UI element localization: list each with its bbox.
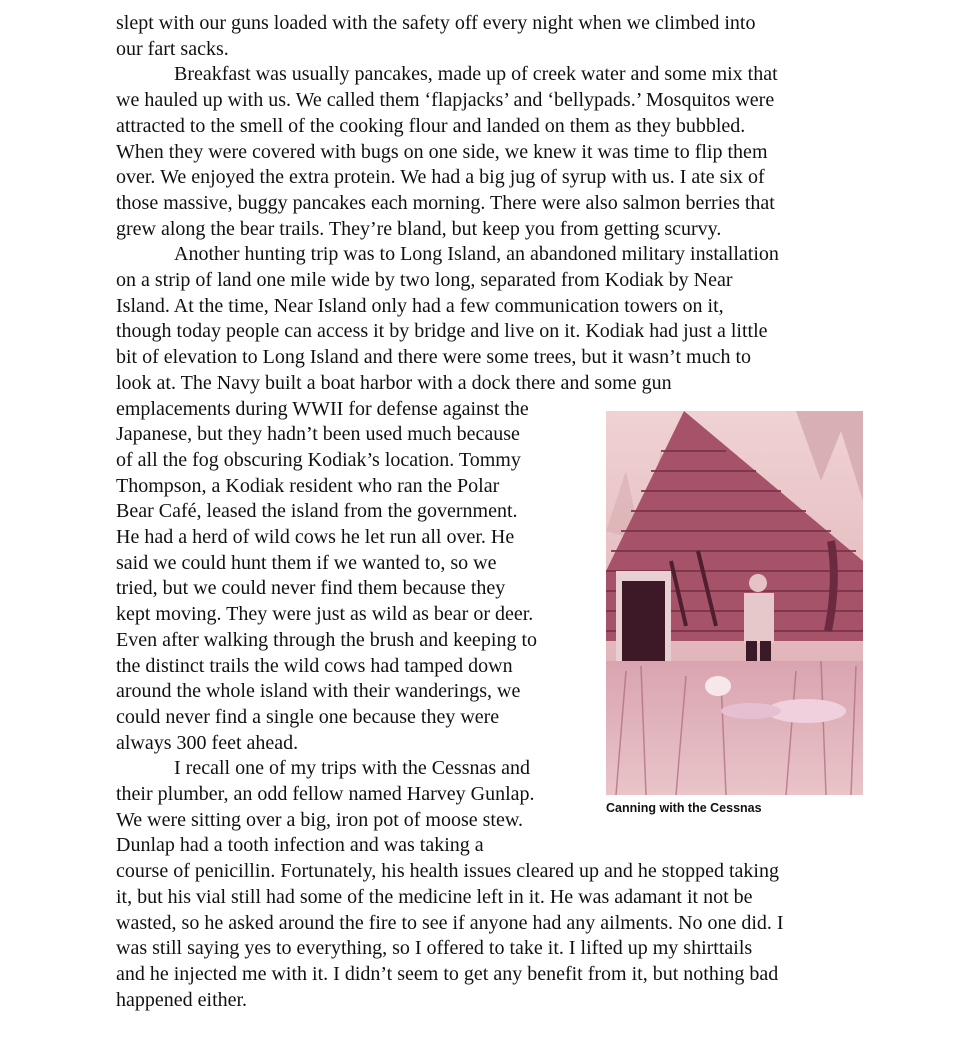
text-line: could never find a single one because they were [116,705,500,728]
text-line: grew along the bear trails. They’re bland, but keep you from getting scurvy. [116,217,722,240]
photo-caption: Canning with the Cessnas [606,801,762,815]
text-line: I recall one of my trips with the Cessnas and [174,757,531,780]
text-line: we hauled up with us. We called them ‘flapjacks’ and ‘bellypads.’ Mosquitos were [116,89,775,112]
text-line: was still saying yes to everything, so I offered to take it. I lifted up my shirttails [116,937,753,960]
text-line: said we could hunt them if we wanted to, so we [116,551,497,574]
text-line: Thompson, a Kodiak resident who ran the Polar [116,474,500,497]
text-line: Another hunting trip was to Long Island, an abandoned military installation [174,243,779,266]
text-line: our fart sacks. [116,37,229,60]
text-line: wasted, so he asked around the fire to see if anyone had any ailments. No one did. I [116,911,784,934]
text-line: We were sitting over a big, iron pot of moose stew. [116,808,524,831]
text-line: though today people can access it by bridge and live on it. Kodiak had just a little [116,320,768,343]
text-line: over. We enjoyed the extra protein. We had a big jug of syrup with us. I ate six of [116,166,765,189]
text-line: course of penicillin. Fortunately, his health issues cleared up and he stopped taking [116,860,779,883]
text-line: it, but his vial still had some of the medicine left in it. He was adamant it not be [116,885,753,908]
text-line: Even after walking through the brush and keeping to [116,628,537,651]
text-line: slept with our guns loaded with the safety off every night when we climbed into [116,12,756,34]
text-line: on a strip of land one mile wide by two long, separated from Kodiak by Near [116,269,733,291]
text-line: the distinct trails the wild cows had tamped down [116,654,513,677]
text-line: and he injected me with it. I didn’t seem to get any benefit from it, but nothing bad [116,962,779,985]
text-line: When they were covered with bugs on one side, we knew it was time to flip them [116,140,768,163]
text-line: tried, but we could never find them because they [116,577,506,600]
text-line: around the whole island with their wanderings, we [116,680,521,703]
text-line: their plumber, an odd fellow named Harvey Gunlap. [116,783,535,805]
text-line: Bear Café, leased the island from the government. [116,500,518,523]
text-line: Japanese, but they hadn’t been used much because [116,423,520,446]
text-line: of all the fog obscuring Kodiak’s location. Tommy [116,448,521,471]
text-line: kept moving. They were just as wild as bear or deer. [116,603,534,626]
text-line: Dunlap had a tooth infection and was taking a [116,834,484,857]
text-line: bit of elevation to Long Island and there were some trees, but it wasn’t much to [116,346,752,369]
text-line: attracted to the smell of the cooking flour and landed on them as they bubbled. [116,114,746,137]
text-line: He had a herd of wild cows he let run all over. He [116,526,515,548]
text-line: always 300 feet ahead. [116,731,299,754]
text-line: Island. At the time, Near Island only had a few communication towers on it, [116,294,724,317]
cabin-photo [606,411,863,795]
text-line: emplacements during WWII for defense against the [116,397,529,420]
text-line: Breakfast was usually pancakes, made up of creek water and some mix that [174,63,778,86]
text-line: those massive, buggy pancakes each morning. There were also salmon berries that [116,191,775,214]
text-line: look at. The Navy built a boat harbor with a dock there and some gun [116,371,672,394]
text-line: happened either. [116,988,248,1011]
